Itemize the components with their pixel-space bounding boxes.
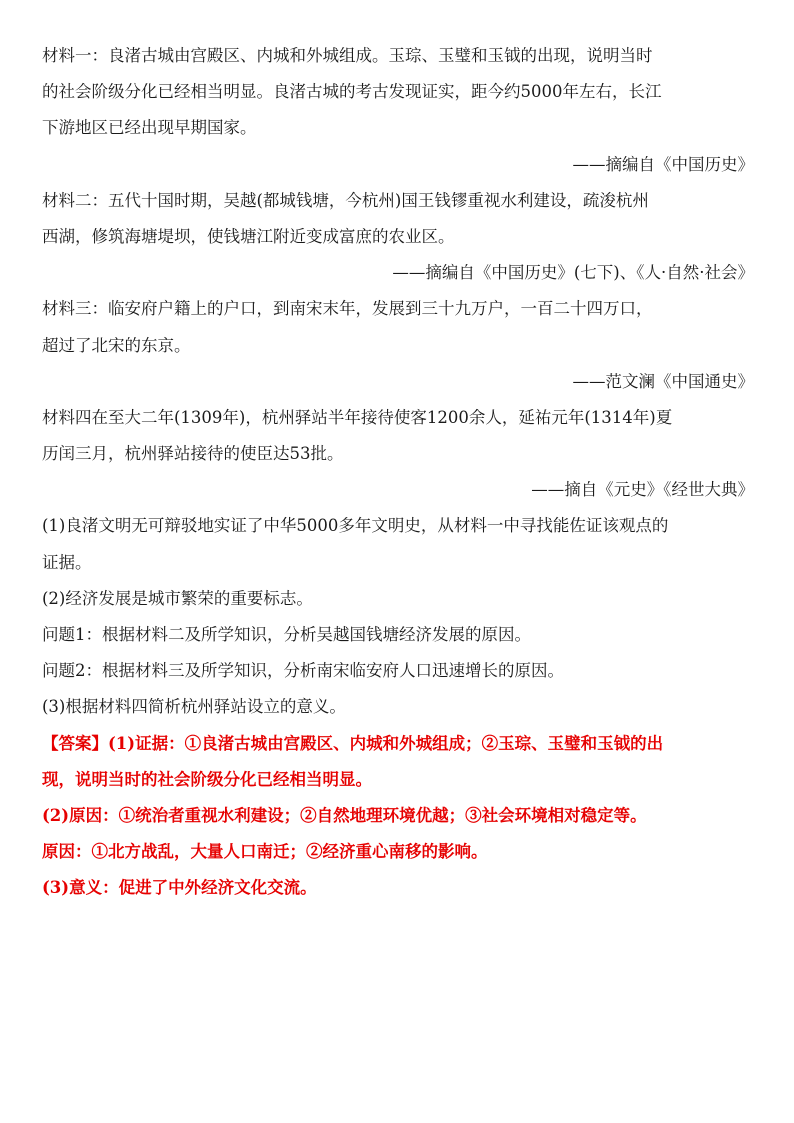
material-1-line-1: 材料一：良渚古城由宫殿区、内城和外城组成。玉琮、玉璧和玉钺的出现，说明当时 <box>42 46 653 65</box>
answer-line-3: (2)原因：①统治者重视水利建设；②自然地理环境优越；③社会环境相对稳定等。 <box>42 805 647 825</box>
material-2-line-1: 材料二：五代十国时期，吴越(都城钱塘，今杭州)国王钱镠重视水利建设，疏浚杭州 <box>42 190 649 210</box>
question-line-6: (3)根据材料四简析杭州驿站设立的意义。 <box>42 697 346 717</box>
question-line-5: 问题2：根据材料三及所学知识，分析南宋临安府人口迅速增长的原因。 <box>42 661 564 681</box>
material-1-line-2: 的社会阶级分化已经相当明显。良渚古城的考古发现证实，距今约5000年左右，长江 <box>42 82 662 102</box>
material-3-line-1: 材料三：临安府户籍上的户口，到南宋末年，发展到三十九万户，一百二十四万口， <box>42 299 653 319</box>
material-4-source: ——摘自《元史》《经世大典》 <box>531 480 754 500</box>
material-2 <box>42 183 754 292</box>
answer-line-4: 原因：①北方战乱，大量人口南迁；②经济重心南移的影响。 <box>42 842 488 862</box>
question-line-2: 证据。 <box>42 552 92 572</box>
material-2-line-2: 西湖，修筑海塘堤坝，使钱塘江附近变成富庶的农业区。 <box>42 226 455 246</box>
material-4 <box>42 400 754 509</box>
answer-line-5: (3)意义：促进了中外经济文化交流。 <box>42 878 317 898</box>
question-line-3: (2)经济发展是城市繁荣的重要标志。 <box>42 588 313 608</box>
material-4-line-1: 材料四在至大二年(1309年)，杭州驿站半年接待使客1200余人，延祐元年(1314年)夏 <box>42 407 673 427</box>
material-1 <box>42 38 754 183</box>
material-1-line-3: 下游地区已经出现早期国家。 <box>42 118 257 138</box>
questions <box>42 508 754 725</box>
material-3 <box>42 291 754 400</box>
document-page <box>42 38 754 907</box>
material-3-line-2: 超过了北宋的东京。 <box>42 335 191 355</box>
material-3-source: ——范文澜《中国通史》 <box>572 371 754 391</box>
material-2-source: ——摘编自《中国历史》(七下)、《人·自然·社会》 <box>392 263 754 283</box>
question-line-4: 问题1：根据材料二及所学知识，分析吴越国钱塘经济发展的原因。 <box>42 625 531 644</box>
material-4-line-2: 历闰三月，杭州驿站接待的使臣达53批。 <box>42 444 344 464</box>
answer-block <box>42 726 754 907</box>
answer-line-1: 【答案】(1)证据：①良渚古城由宫殿区、内城和外城组成；②玉琮、玉璧和玉钺的出 <box>42 733 664 753</box>
answer-line-2: 现，说明当时的社会阶级分化已经相当明显。 <box>42 769 372 789</box>
material-1-source: ——摘编自《中国历史》 <box>572 154 754 174</box>
question-line-1: (1)良渚文明无可辩驳地实证了中华5000多年文明史，从材料一中寻找能佐证该观点的 <box>42 516 669 536</box>
